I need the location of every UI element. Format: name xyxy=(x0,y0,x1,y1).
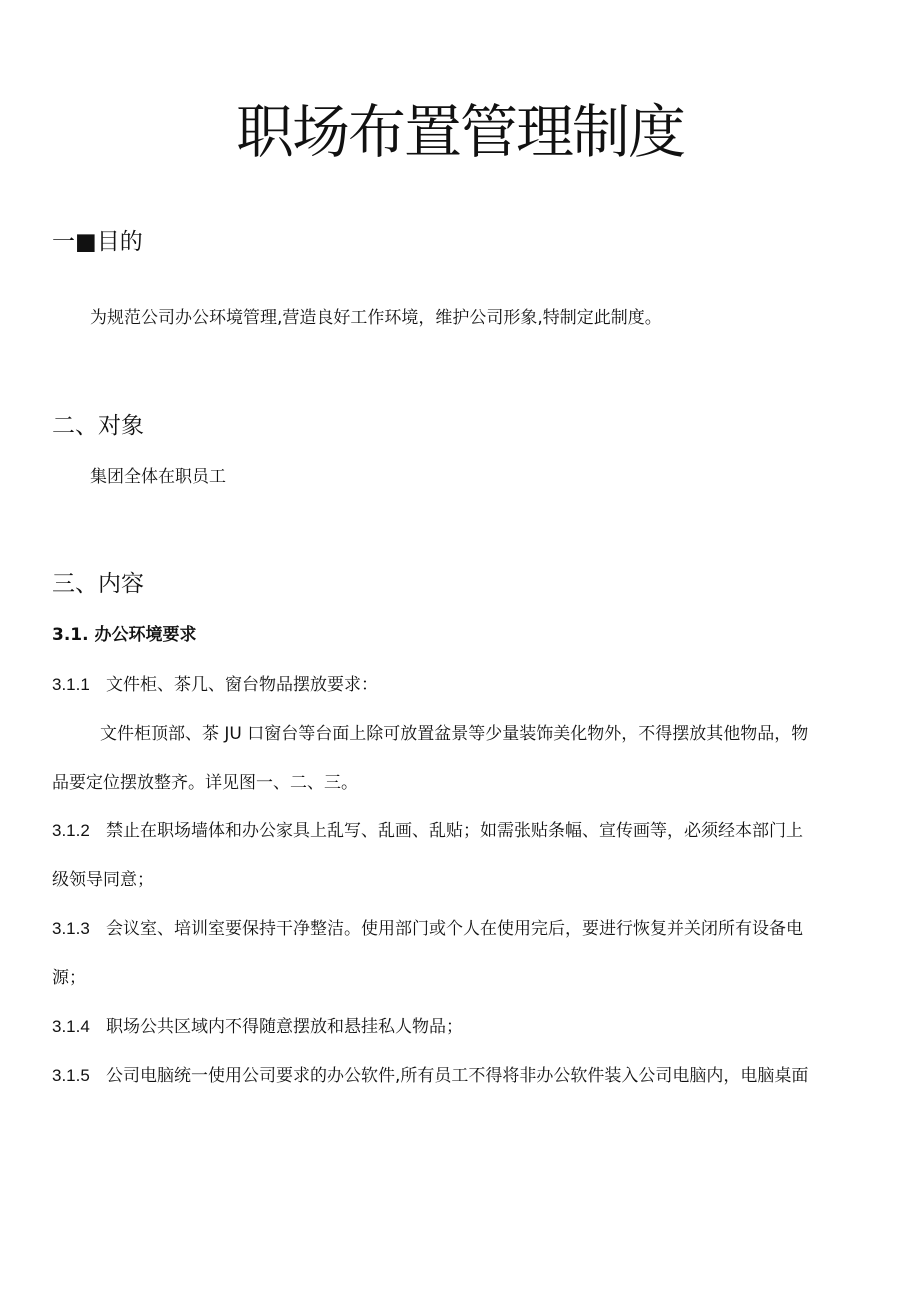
clause-number: 3.1.2 xyxy=(52,821,90,840)
section-heading-scope: 二、对象 xyxy=(52,413,144,439)
document-title: 职场布置管理制度 xyxy=(235,98,684,166)
clause-3-1-5 xyxy=(52,1063,808,1089)
section-heading-purpose: 一■目的 xyxy=(52,229,143,255)
clause-text: 公司电脑统一使用公司要求的办公软件,所有员工不得将非办公软件装入公司电脑内，电脑桌面 xyxy=(106,1066,809,1086)
clause-number: 3.1.3 xyxy=(52,919,90,938)
clause-text: 职场公共区域内不得随意摆放和悬挂私人物品； xyxy=(106,1017,463,1037)
clause-3-1-1-detail-line2: 品要定位摆放整齐。详见图一、二、三。 xyxy=(52,773,358,793)
clause-3-1-2 xyxy=(52,818,803,844)
clause-3-1-3-continuation: 源； xyxy=(52,968,86,988)
section-body-purpose: 为规范公司办公环境管理,营造良好工作环境，维护公司形象,特制定此制度。 xyxy=(90,308,662,328)
section-heading-content: 三、内容 xyxy=(52,571,144,597)
clause-number: 3.1.1 xyxy=(52,675,90,694)
clause-3-1-4 xyxy=(52,1014,463,1040)
clause-3-1-1 xyxy=(52,672,378,698)
section-body-scope: 集团全体在职员工 xyxy=(90,467,226,487)
clause-number: 3.1.4 xyxy=(52,1017,90,1036)
clause-text: 文件柜、茶几、窗台物品摆放要求： xyxy=(106,675,378,695)
clause-number: 3.1.5 xyxy=(52,1066,90,1085)
clause-3-1-3 xyxy=(52,916,803,942)
clause-text: 禁止在职场墙体和办公家具上乱写、乱画、乱贴；如需张贴条幅、宣传画等，必须经本部门上 xyxy=(106,821,803,841)
clause-3-1-1-detail-line1: 文件柜顶部、茶 JU 口窗台等台面上除可放置盆景等少量装饰美化物外，不得摆放其他物品，物 xyxy=(100,724,809,744)
clause-3-1-2-continuation: 级领导同意； xyxy=(52,870,154,890)
sub-heading-office-environment: 3.1. 办公环境要求 xyxy=(52,625,197,645)
clause-text: 会议室、培训室要保持干净整洁。使用部门或个人在使用完后，要进行恢复并关闭所有设备电 xyxy=(106,919,803,939)
